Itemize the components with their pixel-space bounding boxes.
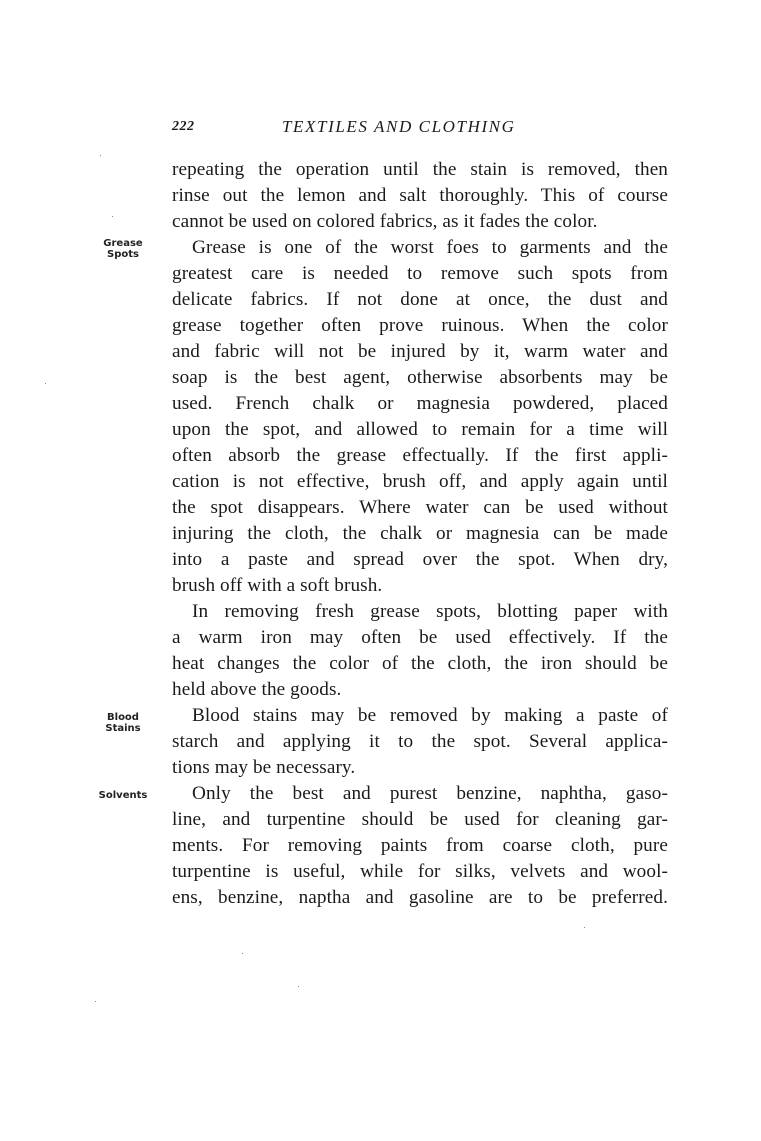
text-line: brush off with a soft brush. bbox=[172, 575, 383, 596]
page-number: 222 bbox=[172, 119, 195, 134]
text-line: the spot disappears. Where water can be used without bbox=[172, 497, 668, 518]
text-line: a warm iron may often be used effectively. If the bbox=[172, 627, 668, 648]
sidenote-line: Grease bbox=[103, 238, 143, 249]
text-line: rinse out the lemon and salt thoroughly. This of course bbox=[172, 185, 668, 206]
text-line: into a paste and spread over the spot. When dry, bbox=[172, 549, 668, 570]
text-line: cannot be used on colored fabrics, as it fades the color. bbox=[172, 211, 598, 232]
paragraph-start-fresh-grease: In removing fresh grease spots, blotting paper with bbox=[192, 601, 668, 622]
sidenote-solvents bbox=[88, 790, 158, 801]
text-line: starch and applying it to the spot. Several applica- bbox=[172, 731, 668, 752]
sidenote-grease-spots bbox=[92, 238, 154, 260]
text-line: repeating the operation until the stain is removed, then bbox=[172, 159, 668, 180]
sidenote-line: Blood bbox=[107, 712, 139, 723]
paragraph-start-solvents: Only the best and purest benzine, naphtha, gaso- bbox=[192, 783, 668, 804]
scan-speck bbox=[112, 216, 113, 217]
text-line: greatest care is needed to remove such spots from bbox=[172, 263, 668, 284]
running-head bbox=[172, 117, 668, 141]
scan-speck bbox=[584, 927, 585, 928]
text-line: often absorb the grease effectually. If the first appli- bbox=[172, 445, 668, 466]
sidenote-line: Stains bbox=[105, 723, 141, 734]
book-title: TEXTILES AND CLOTHING bbox=[282, 117, 516, 136]
text-line: turpentine is useful, while for silks, velvets and wool- bbox=[172, 861, 668, 882]
scan-speck bbox=[298, 986, 299, 987]
text-line: injuring the cloth, the chalk or magnesia can be made bbox=[172, 523, 668, 544]
scan-speck bbox=[45, 383, 46, 384]
sidenote-line: Spots bbox=[107, 249, 139, 260]
body-text bbox=[172, 157, 668, 911]
text-line: line, and turpentine should be used for cleaning gar- bbox=[172, 809, 668, 830]
text-line: used. French chalk or magnesia powdered, placed bbox=[172, 393, 668, 414]
text-line: held above the goods. bbox=[172, 679, 342, 700]
scan-speck bbox=[100, 155, 101, 156]
text-line: grease together often prove ruinous. When the color bbox=[172, 315, 668, 336]
text-line: soap is the best agent, otherwise absorbents may be bbox=[172, 367, 668, 388]
text-line: ments. For removing paints from coarse cloth, pure bbox=[172, 835, 668, 856]
text-line: cation is not effective, brush off, and apply again until bbox=[172, 471, 668, 492]
scan-speck bbox=[95, 1001, 96, 1002]
text-line: upon the spot, and allowed to remain for a time will bbox=[172, 419, 668, 440]
paragraph-start-grease: Grease is one of the worst foes to garments and the bbox=[192, 237, 668, 258]
text-line: tions may be necessary. bbox=[172, 757, 356, 778]
text-line: ens, benzine, naptha and gasoline are to be preferred. bbox=[172, 887, 668, 908]
text-line: heat changes the color of the cloth, the iron should be bbox=[172, 653, 668, 674]
paragraph-start-blood-stains: Blood stains may be removed by making a paste of bbox=[192, 705, 668, 726]
text-line: delicate fabrics. If not done at once, the dust and bbox=[172, 289, 668, 310]
sidenote-line: Solvents bbox=[98, 790, 148, 801]
text-line: and fabric will not be injured by it, warm water and bbox=[172, 341, 668, 362]
scan-speck bbox=[242, 953, 243, 954]
sidenote-blood-stains bbox=[92, 712, 154, 734]
